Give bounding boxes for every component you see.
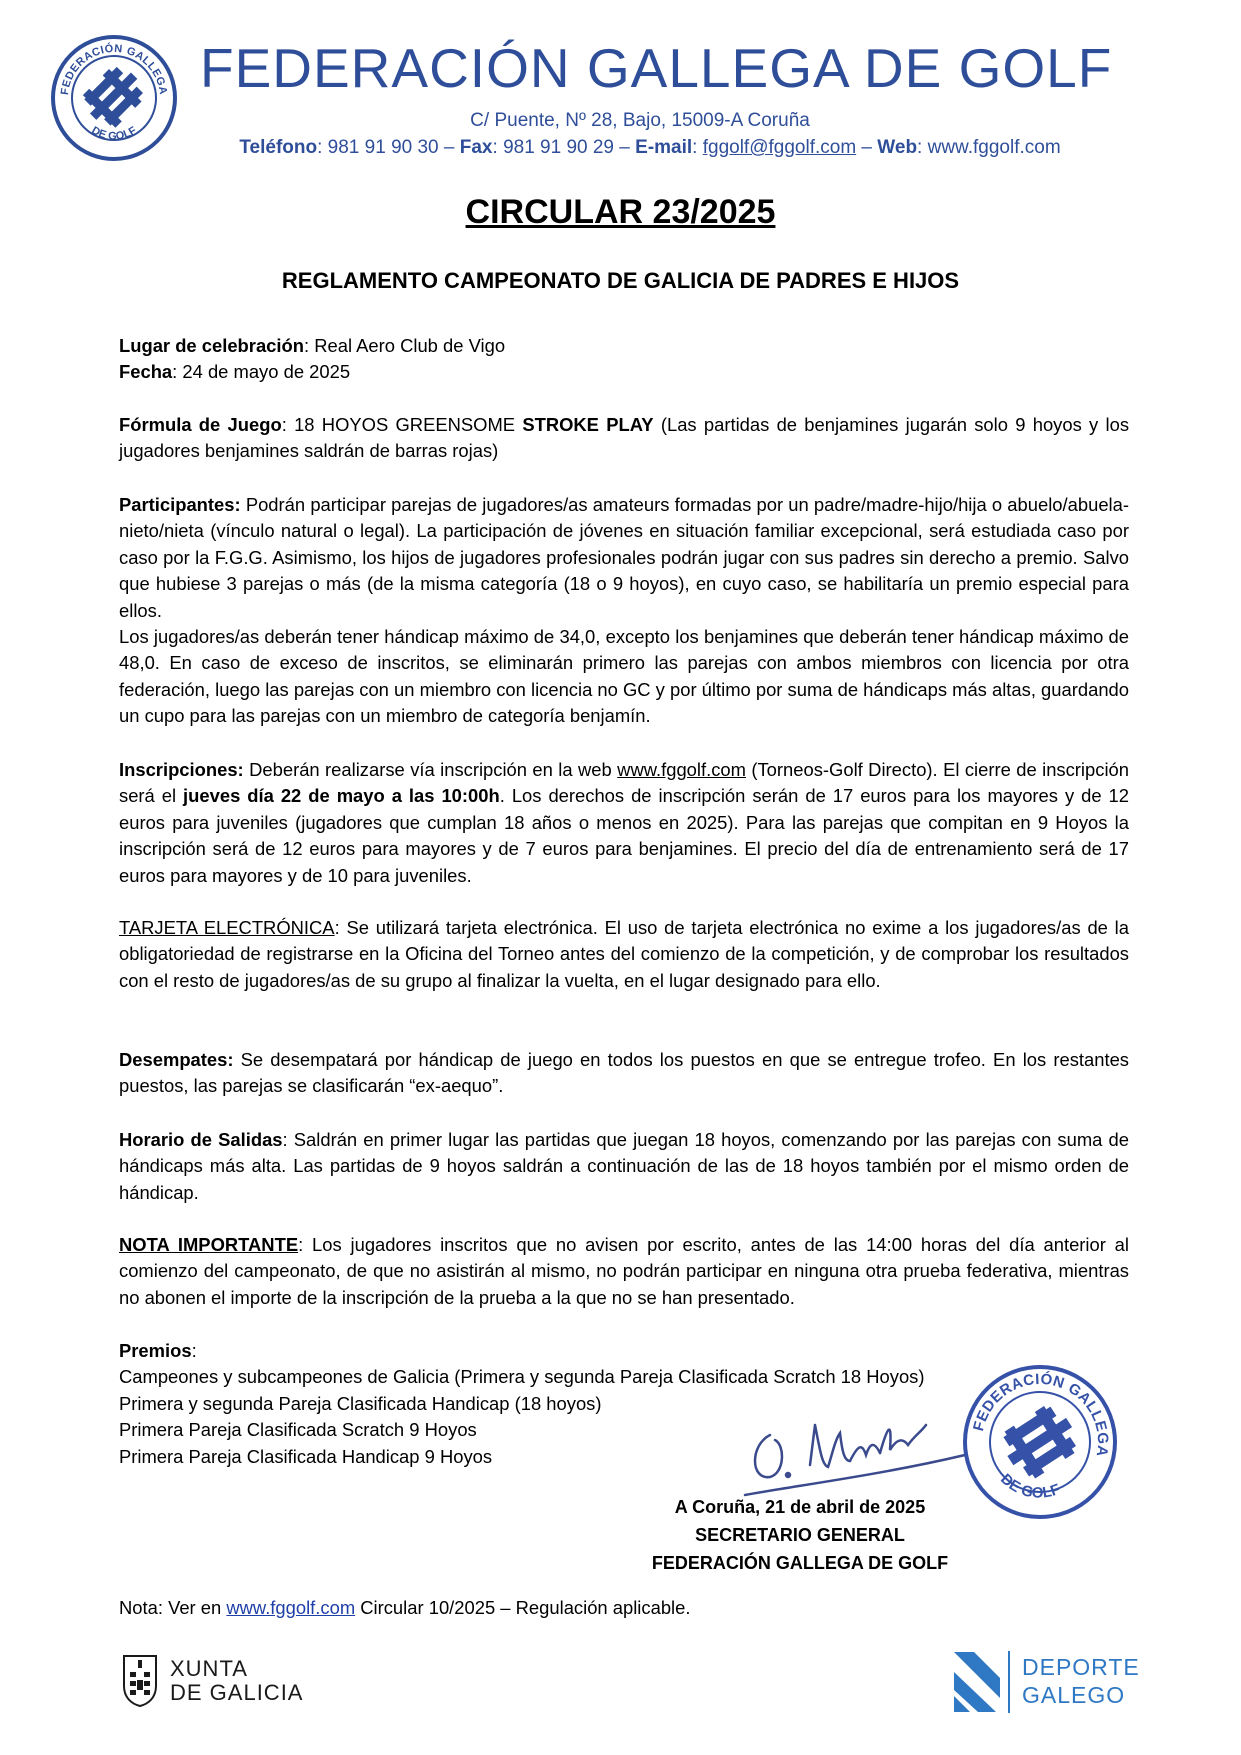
deporte-line-1: DEPORTE: [1022, 1654, 1140, 1680]
deporte-line-2: GALEGO: [1022, 1682, 1126, 1708]
final-note-web-link[interactable]: www.fggolf.com: [226, 1597, 356, 1618]
circular-title: CIRCULAR 23/2025: [465, 193, 776, 231]
fecha-value: : 24 de mayo de 2025: [172, 361, 351, 383]
fgg-logo: [50, 34, 178, 162]
inscripciones-text-mid: (Torneos-Golf Directo). El cierre de inscripción será el: [119, 759, 1129, 807]
formula-text: : 18 HOYOS GREENSOME: [281, 414, 523, 435]
header-contact: Teléfono: 981 91 90 30 – Fax: 981 91 90 29 – E-mail: fggolf@fggolf.com – Web: www.fggolf.com: [239, 137, 1061, 158]
premio-item: Campeones y subcampeones de Galicia (Primera y segunda Pareja Clasificada Scratch 18 Hoyos): [119, 1366, 925, 1388]
tarjeta-label: TARJETA ELECTRÓNICA: [119, 917, 335, 938]
signature-block: [640, 1493, 960, 1577]
desempates-text: Se desempatará por hándicap de juego en todos los puestos en que se entregue trofeo. En los restantes puestos, las parejas se clasificarán “ex-aequo”.: [119, 1049, 1129, 1097]
header-title: FEDERACIÓN GALLEGA DE GOLF: [200, 37, 1113, 99]
premio-item: Primera Pareja Clasificada Handicap 9 Hoyos: [119, 1445, 493, 1467]
inscripciones-section: [119, 757, 1129, 889]
document-subtitle: REGLAMENTO CAMPEONATO DE GALICIA DE PADRES E HIJOS: [281, 268, 960, 293]
horario-text: : Saldrán en primer lugar las partidas que juegan 18 hoyos, comenzando por las parejas con suma de hándicaps más alta. Las partidas de 9 hoyos saldrán a continuación de las de 18 hoyos también por el mismo orden de hándicap.: [119, 1129, 1129, 1203]
lugar-fecha-block: [119, 333, 1129, 386]
lugar-value: : Real Aero Club de Vigo: [303, 335, 506, 356]
premios-label: Premios: [119, 1340, 192, 1361]
email-link[interactable]: fggolf@fggolf.com: [702, 137, 857, 158]
signature-org: FEDERACIÓN GALLEGA DE GOLF: [651, 1553, 949, 1573]
signature-role: SECRETARIO GENERAL: [695, 1525, 905, 1545]
premio-item: Primera y segunda Pareja Clasificada Handicap (18 hoyos): [119, 1392, 602, 1414]
inscripciones-web-link[interactable]: www.fggolf.com: [617, 759, 746, 780]
inscripciones-text-post: . Los derechos de inscripción serán de 17 euros para los mayores y de 12 euros para juveniles (jugadores que cumplan 18 años o menos en 2025). Para las parejas que compitan en 9 Hoyos la inscripción será de 12 euros para mayores y de 7 euros para benjamines. El precio del día de entrenamiento será de 17 euros para mayores y de 10 para juveniles.: [119, 785, 1129, 886]
handwritten-signature: [740, 1395, 970, 1505]
xunta-line-2: DE GALICIA: [170, 1680, 304, 1705]
nota-importante-text: : Los jugadores inscritos que no avisen por escrito, antes de las 14:00 horas del día anterior al comienzo del campeonato, de que no asistirán al mismo, no podrán participar en ninguna otra prueba federativa, mientras no abonen el importe de la inscripción de la prueba a la que no se han presentado.: [119, 1234, 1129, 1308]
horario-label: Horario de Salidas: [119, 1129, 283, 1150]
participantes-label: Participantes:: [119, 494, 241, 515]
email-label: E-mail: [635, 137, 693, 158]
logo-text-bottom: DE GOLF: [89, 124, 139, 143]
final-note-text-post: Circular 10/2025 – Regulación aplicable.: [355, 1597, 691, 1618]
deporte-galego-text: [1022, 1653, 1140, 1709]
xunta-line-1: XUNTA: [170, 1656, 248, 1681]
web-label: Web: [877, 137, 918, 158]
premio-item: Primera Pareja Clasificada Scratch 9 Hoyos: [119, 1419, 477, 1441]
federation-stamp: [960, 1362, 1120, 1522]
logo-text-top: FEDERACIÓN GALLEGA: [59, 42, 170, 96]
participantes-text-1: Podrán participar parejas de jugadores/as amateurs formadas por un padre/madre-hijo/hija o abuelo/abuela-nieto/nieta (vínculo natural o legal). La participación de jóvenes en situación familiar excepcional, será estudiada caso por caso por la F.G.G. Asimismo, los hijos de jugadores profesionales podrán jugar con sus padres sin derecho a premio. Salvo que hubiese 3 parejas o más (de la misma categoría (18 o 9 hoyos), en cuyo caso, se habilitaría un premio especial para ellos.: [119, 494, 1129, 621]
xunta-logo-text: [170, 1657, 303, 1705]
tarjeta-section: [119, 915, 1129, 994]
final-note: [119, 1597, 690, 1619]
inscripciones-text: Deberán realizarse vía inscripción en la web: [243, 759, 618, 780]
formula-text-post: (Las partidas de benjamines jugarán solo 9 hoyos y los jugadores benjamines saldrán de barras rojas): [119, 414, 1130, 462]
nota-importante-label: NOTA IMPORTANTE: [119, 1234, 299, 1255]
svg-text:DE GOLF: [89, 124, 138, 142]
deporte-galego-icon: [952, 1650, 1002, 1714]
xunta-shield-icon: [120, 1652, 160, 1708]
horario-section: [119, 1127, 1129, 1206]
fax-label: Fax: [459, 137, 493, 158]
phone-label: Teléfono: [239, 137, 318, 158]
deporte-divider: [1008, 1651, 1010, 1713]
stamp-text-top: FEDERACIÓN GALLEGA: [970, 1370, 1112, 1458]
lugar-label: Lugar de celebración: [119, 335, 304, 356]
final-note-text: Nota: Ver en: [119, 1597, 227, 1618]
desempates-label: Desempates:: [119, 1049, 234, 1070]
premios-colon: :: [191, 1340, 197, 1361]
formula-bold: STROKE PLAY: [522, 414, 654, 435]
participantes-text-2: Los jugadores/as deberán tener hándicap máximo de 34,0, excepto los benjamines que deberán tener hándicap máximo de 48,0. En caso de exceso de inscritos, se eliminarán primero las parejas con ambos miembros con licencia por otra federación, luego las parejas con un miembro con licencia no GC y por último por suma de hándicaps más altas, guardando un cupo para las parejas con un miembro de categoría benjamín.: [119, 626, 1130, 727]
web-link[interactable]: www.fggolf.com: [927, 137, 1061, 158]
phone-value: 981 91 90 30: [327, 137, 439, 158]
signature-place-date: A Coruña, 21 de abril de 2025: [674, 1497, 926, 1517]
tarjeta-text: : Se utilizará tarjeta electrónica. El uso de tarjeta electrónica no exime a los jugadores/as de la obligatoriedad de registrarse en la Oficina del Torneo antes del comienzo de la competición, y de comprobar los resultados con el resto de jugadores/as de su grupo al finalizar la vuelta, en el lugar designado para ello.: [119, 917, 1129, 991]
fecha-label: Fecha: [119, 361, 173, 383]
stamp-text-bottom: DE GOLF: [997, 1470, 1063, 1502]
participantes-section: [119, 492, 1129, 730]
fax-value: 981 91 90 29: [503, 137, 615, 158]
desempates-section: [119, 1047, 1129, 1100]
inscripciones-label: Inscripciones:: [119, 759, 244, 780]
formula-label: Fórmula de Juego: [119, 414, 282, 435]
formula-section: [119, 412, 1129, 465]
header-address: C/ Puente, Nº 28, Bajo, 15009-A Coruña: [470, 110, 810, 131]
nota-importante-section: [119, 1232, 1129, 1311]
inscripciones-deadline: jueves día 22 de mayo a las 10:00h: [183, 785, 500, 807]
